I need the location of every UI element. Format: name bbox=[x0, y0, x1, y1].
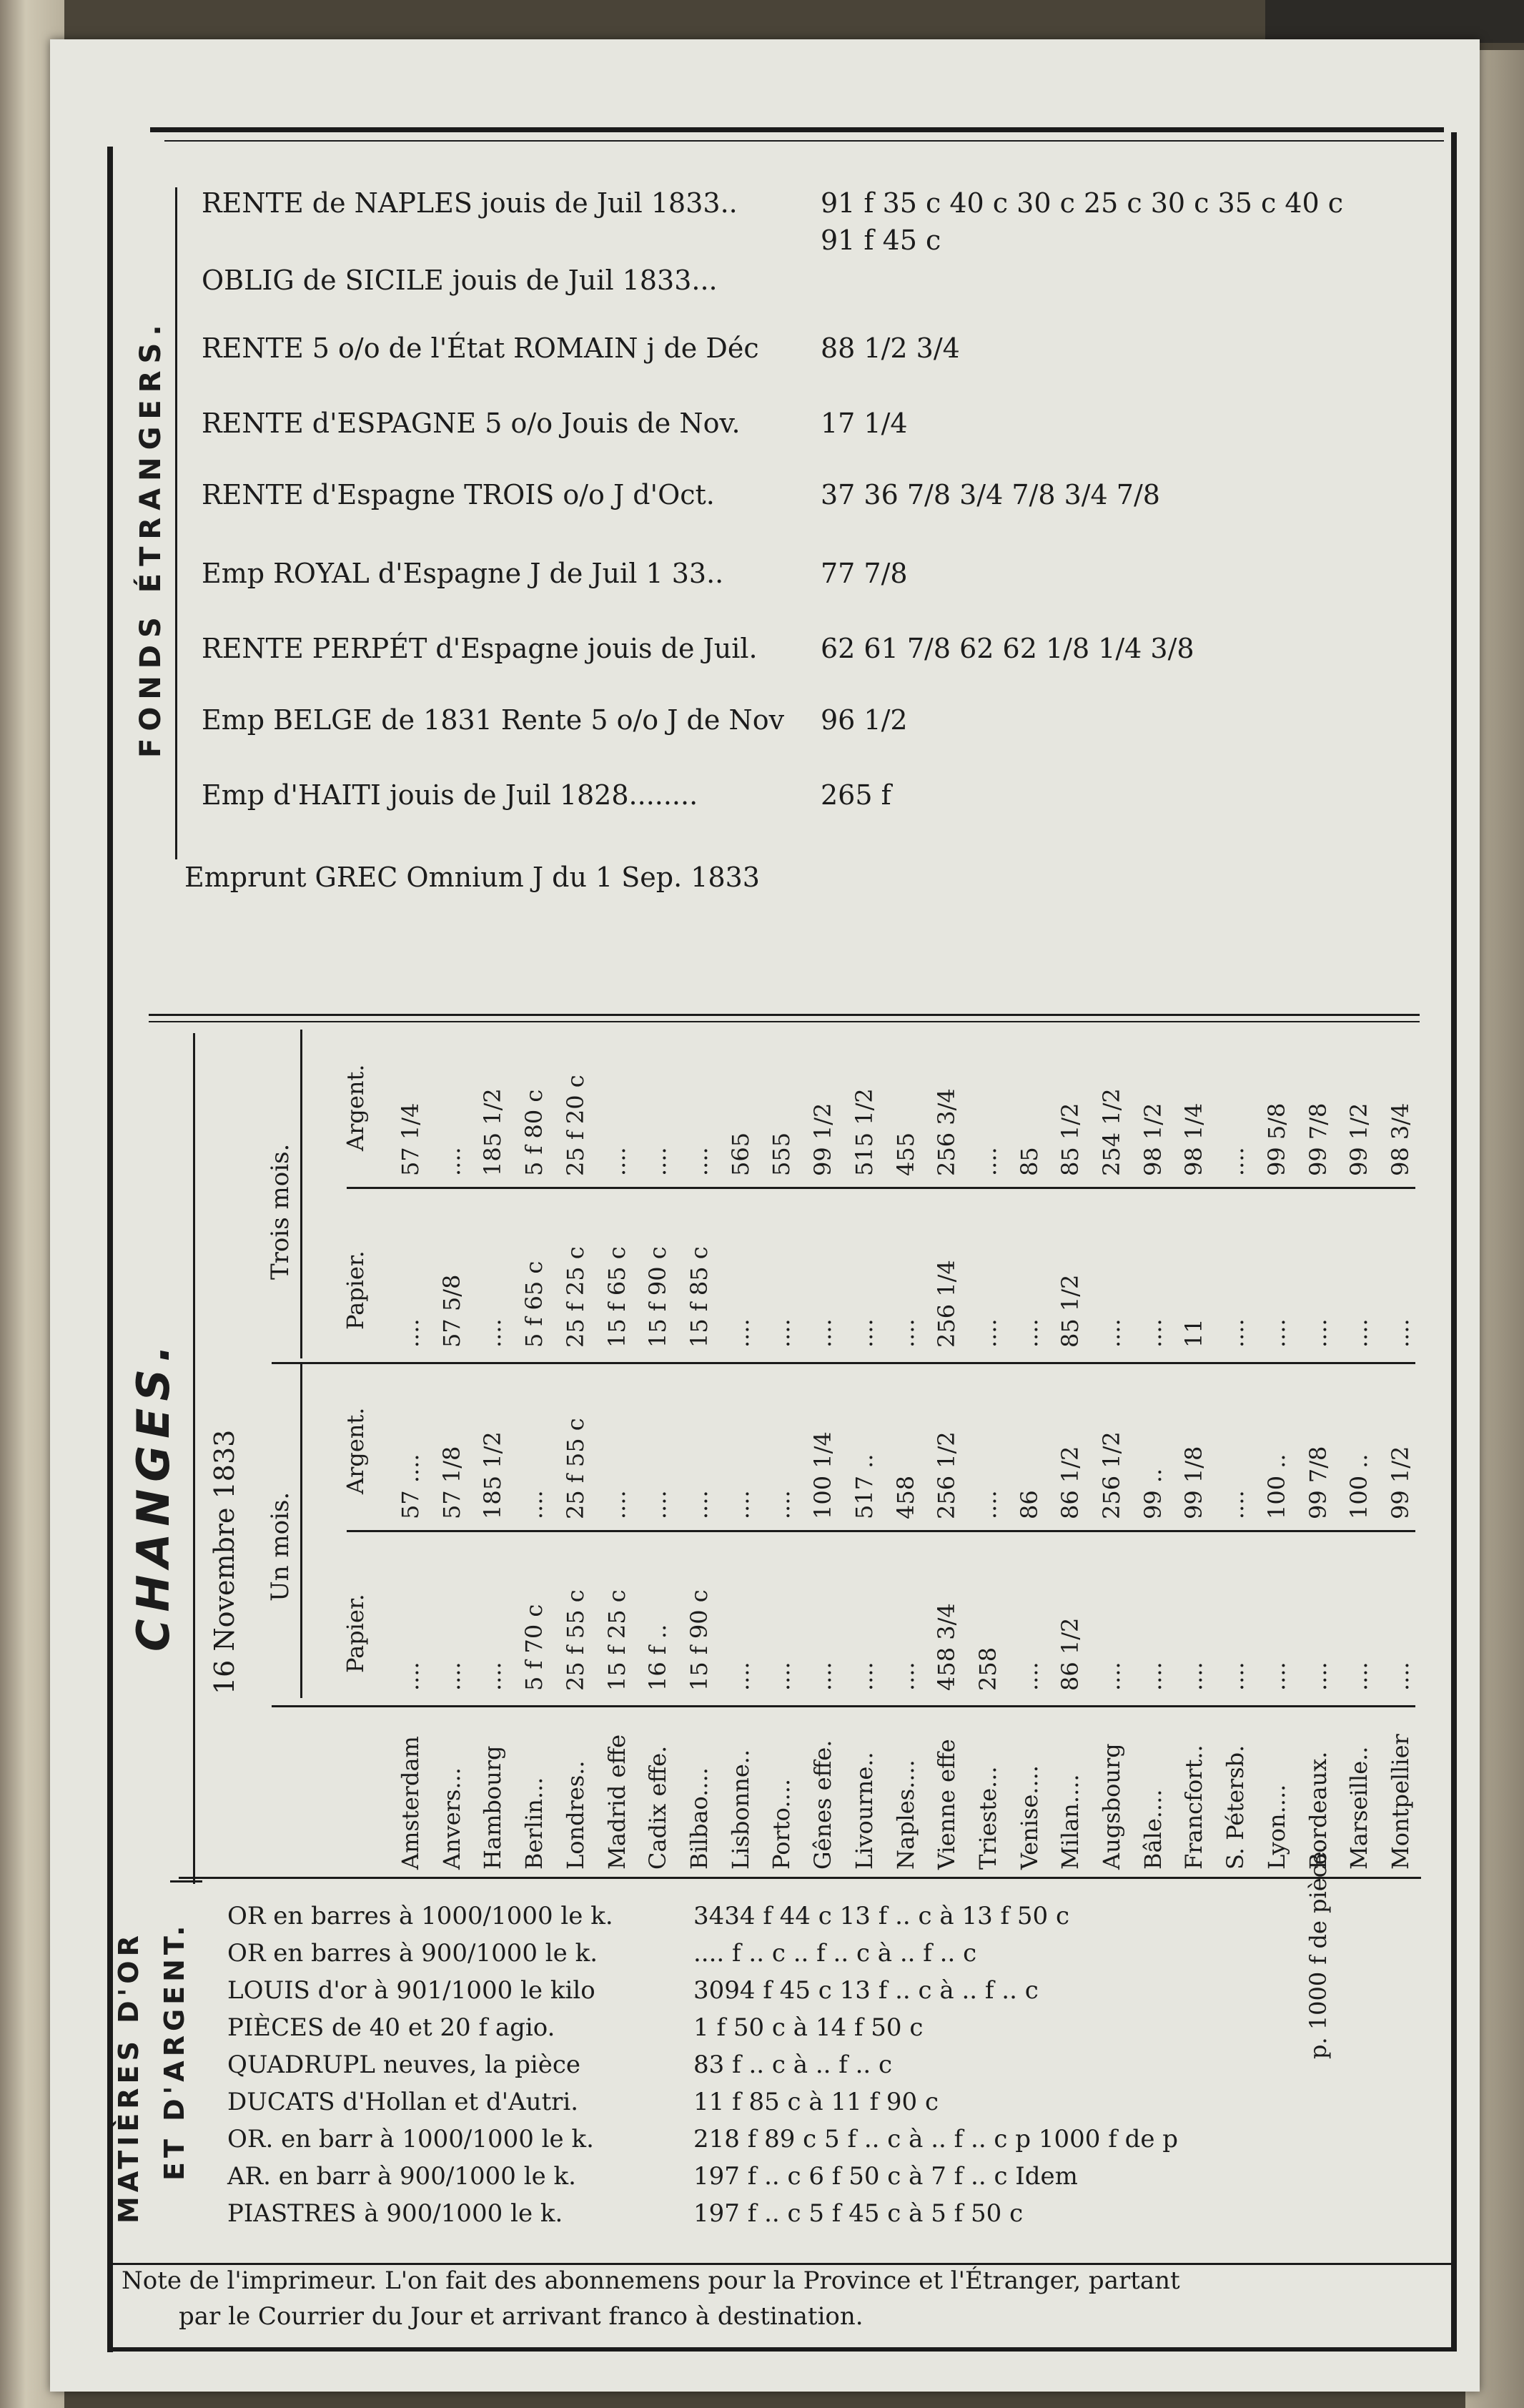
matieres-row-value: 11 f 85 c à 11 f 90 c bbox=[693, 2088, 939, 2116]
trois-mois-argent-value: 5 f 80 c bbox=[520, 1089, 548, 1176]
trois-mois-papier-value: .... bbox=[974, 1318, 1001, 1348]
city-label: Naples.... bbox=[892, 1760, 919, 1870]
header-papier-un: Papier. bbox=[342, 1594, 369, 1673]
matieres-row-label: LOUIS d'or à 901/1000 le kilo bbox=[227, 1976, 595, 2005]
city-label: Hambourg bbox=[479, 1745, 506, 1870]
un-mois-papier-value: 15 f 90 c bbox=[686, 1589, 713, 1691]
un-mois-argent-value: .... bbox=[768, 1490, 795, 1519]
un-mois-argent-value: 100 .. bbox=[1345, 1454, 1372, 1519]
un-mois-argent-value: .... bbox=[644, 1490, 671, 1519]
fonds-row-value: 91 f 35 c 40 c 30 c 25 c 30 c 35 c 40 c bbox=[821, 187, 1344, 219]
un-mois-papier-value: .... bbox=[1016, 1662, 1043, 1691]
trois-mois-argent-value: 57 1/4 bbox=[397, 1102, 424, 1176]
un-mois-argent-value: .... bbox=[727, 1490, 754, 1519]
un-mois-argent-value: 57 1/8 bbox=[438, 1446, 465, 1519]
trois-mois-argent-value: 98 3/4 bbox=[1387, 1102, 1414, 1176]
un-mois-papier-value: .... bbox=[1098, 1662, 1125, 1691]
fonds-row-value-continued: 91 f 45 c bbox=[821, 224, 941, 256]
city-label: Francfort.. bbox=[1180, 1745, 1207, 1870]
un-mois-papier-value: .... bbox=[1263, 1662, 1290, 1691]
city-label: Cadix effe. bbox=[644, 1745, 671, 1870]
section-divider-3 bbox=[272, 1362, 1415, 1364]
header-bottom-rule bbox=[272, 1705, 1415, 1707]
trois-mois-argent-value: 565 bbox=[727, 1132, 754, 1176]
fonds-row-label: RENTE de NAPLES jouis de Juil 1833.. bbox=[202, 187, 738, 219]
un-mois-argent-value: .... bbox=[974, 1490, 1001, 1519]
city-label: Amsterdam bbox=[397, 1736, 424, 1870]
city-label: Bilbao.... bbox=[686, 1767, 713, 1870]
trois-mois-argent-value: 98 1/4 bbox=[1180, 1102, 1207, 1176]
matieres-row-value: 1 f 50 c à 14 f 50 c bbox=[693, 2013, 924, 2042]
trois-mois-papier-value: 15 f 65 c bbox=[603, 1246, 630, 1348]
trois-mois-argent-value: 555 bbox=[768, 1132, 795, 1176]
trois-mois-argent-value: .... bbox=[974, 1147, 1001, 1176]
trois-mois-argent-value: 99 5/8 bbox=[1263, 1102, 1290, 1176]
fonds-row-value: 62 61 7/8 62 62 1/8 1/4 3/8 bbox=[821, 633, 1194, 664]
fonds-row-label: Emp BELGE de 1831 Rente 5 o/o J de Nov bbox=[202, 704, 785, 736]
matieres-row-value: .... f .. c .. f .. c à .. f .. c bbox=[693, 1939, 977, 1968]
trois-mois-papier-value: .... bbox=[397, 1318, 424, 1348]
trois-mois-papier-value: .... bbox=[1222, 1318, 1249, 1348]
fonds-row-value: 265 f bbox=[821, 779, 891, 811]
matieres-row-label: PIASTRES à 900/1000 le k. bbox=[227, 2199, 563, 2228]
trois-mois-papier-value: .... bbox=[892, 1318, 919, 1348]
trois-mois-argent-value: 85 bbox=[1016, 1147, 1043, 1176]
trois-mois-argent-value: .... bbox=[644, 1147, 671, 1176]
un-mois-papier-value: 258 bbox=[974, 1647, 1001, 1691]
un-mois-papier-value: 15 f 25 c bbox=[603, 1589, 630, 1691]
matieres-row-label: AR. en barr à 900/1000 le k. bbox=[227, 2162, 576, 2191]
un-mois-papier-value: .... bbox=[1222, 1662, 1249, 1691]
matieres-row-label: OR en barres à 900/1000 le k. bbox=[227, 1939, 598, 1968]
un-mois-papier-value: .... bbox=[851, 1662, 878, 1691]
un-mois-argent-value: 25 f 55 c bbox=[562, 1418, 589, 1519]
matieres-row-value: 197 f .. c 5 f 45 c à 5 f 50 c bbox=[693, 2199, 1024, 2228]
trois-mois-argent-value: .... bbox=[603, 1147, 630, 1176]
city-label: Bordeaux. bbox=[1305, 1751, 1332, 1870]
matieres-row-label: OR en barres à 1000/1000 le k. bbox=[227, 1902, 613, 1930]
trois-mois-papier-value: .... bbox=[809, 1318, 836, 1348]
fonds-row-label: OBLIG de SICILE jouis de Juil 1833... bbox=[202, 265, 718, 296]
fonds-row-label: Emp d'HAITI jouis de Juil 1828........ bbox=[202, 779, 698, 811]
matieres-side-note: p. 1000 f de pièce. bbox=[1305, 1844, 1332, 2059]
trois-mois-argent-value: 98 1/2 bbox=[1139, 1102, 1167, 1176]
header-un-mois: Un mois. bbox=[266, 1491, 295, 1602]
changes-title: CHANGES. bbox=[127, 1338, 179, 1652]
un-mois-argent-value: 517 .. bbox=[851, 1454, 878, 1519]
changes-date: 16 Novembre 1833 bbox=[209, 1429, 240, 1694]
city-label: Augsbourg bbox=[1098, 1743, 1125, 1870]
un-mois-argent-value: 458 bbox=[892, 1475, 919, 1519]
fonds-row-value: 88 1/2 3/4 bbox=[821, 332, 960, 364]
trois-mois-papier-value: 15 f 90 c bbox=[644, 1246, 671, 1348]
matieres-row-value: 83 f .. c à .. f .. c bbox=[693, 2051, 893, 2079]
trois-mois-argent-value: 185 1/2 bbox=[479, 1088, 506, 1176]
un-mois-argent-value: 185 1/2 bbox=[479, 1431, 506, 1519]
trois-mois-papier-value: .... bbox=[1263, 1318, 1290, 1348]
trois-mois-papier-value: 11 bbox=[1180, 1318, 1207, 1348]
matieres-row-value: 3434 f 44 c 13 f .. c à 13 f 50 c bbox=[693, 1902, 1070, 1930]
matieres-row-label: PIÈCES de 40 et 20 f agio. bbox=[227, 2013, 555, 2042]
un-mois-argent-value: .... bbox=[686, 1490, 713, 1519]
city-label: Bâle.... bbox=[1139, 1789, 1167, 1870]
matieres-row-label: DUCATS d'Hollan et d'Autri. bbox=[227, 2088, 579, 2116]
city-label: Lisbonne.. bbox=[727, 1749, 754, 1870]
fonds-row-value: 77 7/8 bbox=[821, 558, 908, 589]
note-rule bbox=[113, 2263, 1451, 2265]
city-label: Milan.... bbox=[1057, 1774, 1084, 1870]
matieres-row-value: 218 f 89 c 5 f .. c à .. f .. c p 1000 f de p bbox=[693, 2125, 1179, 2153]
sub-divider-un bbox=[347, 1530, 1415, 1532]
un-mois-papier-value: 458 3/4 bbox=[933, 1603, 960, 1691]
trois-mois-argent-value: 25 f 20 c bbox=[562, 1075, 589, 1176]
un-mois-papier-value: .... bbox=[479, 1662, 506, 1691]
un-mois-argent-value: 99 .. bbox=[1139, 1468, 1167, 1519]
city-label: S. Pétersb. bbox=[1222, 1745, 1249, 1870]
trois-mois-bracket bbox=[300, 1030, 302, 1358]
header-trois-mois: Trois mois. bbox=[266, 1143, 295, 1280]
trois-mois-papier-value: .... bbox=[851, 1318, 878, 1348]
trois-mois-papier-value: 25 f 25 c bbox=[562, 1246, 589, 1348]
city-label: Lyon.... bbox=[1263, 1784, 1290, 1870]
un-mois-papier-value: .... bbox=[1305, 1662, 1332, 1691]
un-mois-argent-value: 99 7/8 bbox=[1305, 1446, 1332, 1519]
un-mois-argent-value: 99 1/2 bbox=[1387, 1446, 1414, 1519]
city-label: Gênes effe. bbox=[809, 1740, 836, 1870]
note-line-2: par le Courrier du Jour et arrivant franco à destination. bbox=[179, 2302, 864, 2331]
un-mois-papier-value: .... bbox=[1387, 1662, 1414, 1691]
un-mois-argent-value: 256 1/2 bbox=[933, 1431, 960, 1519]
un-mois-papier-value: 86 1/2 bbox=[1057, 1617, 1084, 1691]
trois-mois-argent-value: .... bbox=[1222, 1147, 1249, 1176]
trois-mois-argent-value: 256 3/4 bbox=[933, 1088, 960, 1176]
un-mois-papier-value: .... bbox=[1345, 1662, 1372, 1691]
un-mois-papier-value: .... bbox=[1139, 1662, 1167, 1691]
city-label: Livourne.. bbox=[851, 1752, 878, 1870]
un-mois-argent-value: 100 1/4 bbox=[809, 1431, 836, 1519]
un-mois-argent-value: 57 .... bbox=[397, 1454, 424, 1519]
city-label: Trieste... bbox=[974, 1766, 1001, 1870]
fonds-row-value: 96 1/2 bbox=[821, 704, 908, 736]
header-argent-un: Argent. bbox=[342, 1407, 369, 1494]
changes-bottom-rule bbox=[179, 1877, 1421, 1879]
trois-mois-papier-value: .... bbox=[1016, 1318, 1043, 1348]
sub-divider-trois bbox=[347, 1187, 1415, 1189]
trois-mois-papier-value: 5 f 65 c bbox=[520, 1260, 548, 1348]
trois-mois-argent-value: 515 1/2 bbox=[851, 1088, 878, 1176]
trois-mois-argent-value: 254 1/2 bbox=[1098, 1088, 1125, 1176]
un-mois-papier-value: 16 f .. bbox=[644, 1624, 671, 1691]
matieres-row-value: 3094 f 45 c 13 f .. c à .. f .. c bbox=[693, 1976, 1039, 2005]
un-mois-papier-value: 25 f 55 c bbox=[562, 1589, 589, 1691]
un-mois-argent-value: 86 1/2 bbox=[1057, 1446, 1084, 1519]
trois-mois-papier-value: .... bbox=[1139, 1318, 1167, 1348]
fonds-row-label: RENTE d'ESPAGNE 5 o/o Jouis de Nov. bbox=[202, 408, 741, 439]
city-label: Marseille.. bbox=[1345, 1746, 1372, 1870]
un-mois-papier-value: .... bbox=[809, 1662, 836, 1691]
city-label: Madrid effe bbox=[603, 1734, 630, 1870]
changes-top-rule bbox=[149, 1014, 1420, 1016]
fonds-row-label: Emp ROYAL d'Espagne J de Juil 1 33.. bbox=[202, 558, 724, 589]
trois-mois-papier-value: .... bbox=[1098, 1318, 1125, 1348]
un-mois-argent-value: 256 1/2 bbox=[1098, 1431, 1125, 1519]
changes-top-rule-2 bbox=[149, 1021, 1420, 1022]
city-label: Londres.. bbox=[562, 1760, 589, 1870]
trois-mois-papier-value: .... bbox=[727, 1318, 754, 1348]
header-papier-trois: Papier. bbox=[342, 1250, 369, 1330]
matieres-title-line2: ET D'ARGENT. bbox=[159, 1921, 190, 2181]
fonds-last-row: Emprunt GREC Omnium J du 1 Sep. 1833 bbox=[184, 862, 760, 893]
frame-border-bottom bbox=[107, 2347, 1457, 2352]
matieres-title-bracket bbox=[170, 1880, 202, 1883]
un-mois-papier-value: .... bbox=[768, 1662, 795, 1691]
fonds-row-value: 17 1/4 bbox=[821, 408, 908, 439]
frame-border-top-thin bbox=[164, 140, 1444, 142]
frame-border-right bbox=[1451, 132, 1457, 2349]
matieres-row-label: OR. en barr à 1000/1000 le k. bbox=[227, 2125, 594, 2153]
un-mois-argent-value: 99 1/8 bbox=[1180, 1446, 1207, 1519]
un-mois-papier-value: .... bbox=[438, 1662, 465, 1691]
un-mois-argent-value: 100 .. bbox=[1263, 1454, 1290, 1519]
trois-mois-papier-value: .... bbox=[1387, 1318, 1414, 1348]
trois-mois-papier-value: 256 1/4 bbox=[933, 1260, 960, 1348]
city-label: Venise.... bbox=[1016, 1765, 1043, 1870]
trois-mois-papier-value: .... bbox=[1345, 1318, 1372, 1348]
un-mois-argent-value: .... bbox=[1222, 1490, 1249, 1519]
background-cover bbox=[1265, 0, 1524, 43]
frame-border-top bbox=[150, 127, 1444, 132]
trois-mois-argent-value: 85 1/2 bbox=[1057, 1102, 1084, 1176]
trois-mois-argent-value: 455 bbox=[892, 1132, 919, 1176]
fonds-row-label: RENTE d'Espagne TROIS o/o J d'Oct. bbox=[202, 479, 715, 510]
frame-border-left bbox=[107, 147, 113, 2352]
city-label: Porto.... bbox=[768, 1778, 795, 1870]
city-label: Anvers... bbox=[438, 1767, 465, 1870]
fonds-row-label: RENTE PERPÉT d'Espagne jouis de Juil. bbox=[202, 633, 758, 664]
un-mois-argent-value: .... bbox=[520, 1490, 548, 1519]
city-label: Berlin... bbox=[520, 1777, 548, 1870]
matieres-row-value: 197 f .. c 6 f 50 c à 7 f .. c Idem bbox=[693, 2162, 1078, 2191]
fonds-divider bbox=[175, 187, 177, 859]
un-mois-bracket bbox=[300, 1362, 302, 1698]
matieres-row-label: QUADRUPL neuves, la pièce bbox=[227, 2051, 580, 2079]
trois-mois-papier-value: .... bbox=[479, 1318, 506, 1348]
trois-mois-papier-value: 85 1/2 bbox=[1057, 1274, 1084, 1348]
un-mois-papier-value: 5 f 70 c bbox=[520, 1604, 548, 1691]
un-mois-papier-value: .... bbox=[727, 1662, 754, 1691]
un-mois-argent-value: .... bbox=[603, 1490, 630, 1519]
fonds-row-label: RENTE 5 o/o de l'État ROMAIN j de Déc bbox=[202, 332, 759, 364]
city-label: Vienne effe bbox=[933, 1739, 960, 1870]
trois-mois-argent-value: 99 1/2 bbox=[1345, 1102, 1372, 1176]
un-mois-papier-value: .... bbox=[892, 1662, 919, 1691]
un-mois-papier-value: .... bbox=[397, 1662, 424, 1691]
un-mois-papier-value: .... bbox=[1180, 1662, 1207, 1691]
trois-mois-papier-value: .... bbox=[1305, 1318, 1332, 1348]
changes-date-rule bbox=[193, 1033, 195, 1884]
fonds-row-value: 37 36 7/8 3/4 7/8 3/4 7/8 bbox=[821, 479, 1160, 510]
trois-mois-argent-value: 99 7/8 bbox=[1305, 1102, 1332, 1176]
note-line-1: Note de l'imprimeur. L'on fait des abonnemens pour la Province et l'Étranger, partant bbox=[122, 2266, 1180, 2295]
fonds-title: FONDS ÉTRANGERS. bbox=[134, 317, 167, 758]
trois-mois-argent-value: 99 1/2 bbox=[809, 1102, 836, 1176]
header-argent-trois: Argent. bbox=[342, 1064, 369, 1151]
trois-mois-argent-value: .... bbox=[686, 1147, 713, 1176]
trois-mois-papier-value: 15 f 85 c bbox=[686, 1246, 713, 1348]
city-label: Montpellier bbox=[1387, 1734, 1414, 1870]
trois-mois-papier-value: .... bbox=[768, 1318, 795, 1348]
trois-mois-argent-value: .... bbox=[438, 1147, 465, 1176]
un-mois-argent-value: 86 bbox=[1016, 1490, 1043, 1519]
trois-mois-papier-value: 57 5/8 bbox=[438, 1274, 465, 1348]
matieres-title-line1: MATIÈRES D'OR bbox=[113, 1931, 144, 2224]
